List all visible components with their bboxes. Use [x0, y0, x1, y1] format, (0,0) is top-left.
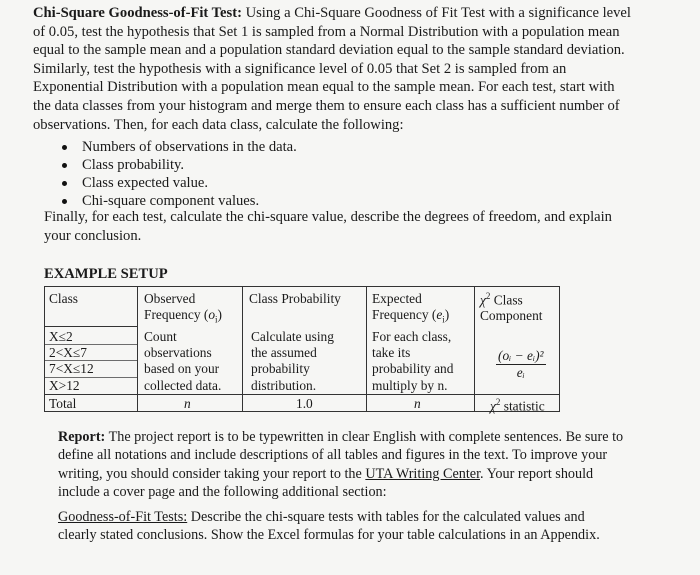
header-expected-symbol: e — [436, 307, 443, 322]
header-expected-subscript: i — [442, 314, 445, 325]
class-row-divider — [44, 377, 137, 378]
header-observed-line2 — [144, 307, 240, 328]
expected-desc-line: multiply by n. — [372, 377, 448, 393]
chi-superscript: 2 — [495, 397, 501, 407]
report-paragraph — [58, 428, 624, 502]
table-total-divider — [44, 394, 560, 395]
header-class-probability: Class Probability — [249, 291, 341, 306]
header-chi-line2: Component — [480, 308, 543, 324]
list-item: Class probability. — [60, 156, 297, 174]
report-text-2: . Your report should include a cover page and the following additional section: — [58, 465, 594, 501]
chi-component-formula — [496, 348, 546, 381]
example-table — [44, 286, 560, 412]
class-cell: 7<X≤12 — [49, 361, 94, 377]
header-expected-close: ) — [444, 307, 450, 322]
header-observed-symbol: o — [208, 307, 216, 322]
report-text-1: The project report is to be typewritten in clear English with complete sentences. Be sure to define all notations and include descriptions of all tables and figures in the text. To improve your writing, you should consider taking your report to the — [58, 429, 624, 482]
class-cell: 2<X≤7 — [49, 345, 87, 361]
class-row-divider — [44, 360, 137, 361]
header-observed-close: ) — [217, 307, 223, 322]
header-observed-text: Frequency ( — [144, 307, 209, 322]
header-expected-line2 — [372, 307, 472, 328]
goodness-of-fit-paragraph — [58, 508, 624, 545]
prob-desc-line: the assumed — [251, 345, 317, 361]
expected-desc-line: probability and — [372, 361, 454, 377]
chi-symbol: χ — [490, 398, 496, 414]
table-header-divider — [44, 326, 137, 327]
chi-symbol: χ — [480, 292, 486, 308]
list-item: Numbers of observations in the data. — [60, 138, 297, 156]
example-setup-heading: EXAMPLE SETUP — [44, 266, 168, 282]
formula-denominator: eᵢ — [516, 365, 525, 380]
header-observed-subscript: i — [215, 314, 218, 325]
chi-superscript: 2 — [485, 291, 491, 301]
probability-description — [251, 329, 334, 394]
total-observed: n — [184, 396, 191, 411]
observed-desc-line: based on your — [144, 361, 220, 377]
prob-desc-line: distribution. — [251, 377, 317, 393]
finally-paragraph: Finally, for each test, calculate the chi-square value, describe the degrees of freedom, and explain your conclusion. — [44, 209, 612, 244]
uta-writing-center-link[interactable]: UTA Writing Center — [365, 465, 481, 482]
gof-text: Describe the chi-square tests with tables for the calculated values and clearly stated conclusions. Show the Excel formulas for your table calculations in an Appendix. — [58, 509, 600, 544]
table-border-top — [44, 286, 560, 287]
header-expected-line1: Expected — [372, 291, 422, 306]
expected-description — [372, 329, 453, 394]
intro-body: Using a Chi-Square Goodness of Fit Test with a significance level of 0.05, test the hypothesis that Set 1 is sampled from a Normal Distribution with a population mean equal to the sample mean and a population standard deviation equal to the sample standard deviation. Similarly, test the hypothesis with a significance level of 0.05 that Set 2 is sampled from an Exponential Distribution with a population mean equal to the sample mean. For each test, start with the data classes from your histogram and merge them to ensure each class has a sufficient number of observations. Then, for each data class, calculate the following: — [33, 5, 631, 133]
header-class: Class — [49, 291, 79, 306]
observed-desc-line: observations — [144, 345, 212, 361]
total-label: Total — [49, 396, 77, 411]
calculation-list — [60, 138, 297, 210]
class-cell: X>12 — [49, 377, 80, 393]
prob-desc-line: probability — [251, 361, 310, 377]
observed-desc-line: Count — [144, 329, 177, 344]
intro-paragraph — [33, 4, 633, 134]
total-probability: 1.0 — [296, 396, 313, 411]
formula-fraction — [496, 348, 546, 381]
header-chi-line1 — [480, 288, 558, 308]
report-label: Report: — [58, 429, 106, 445]
header-chi-component — [480, 288, 558, 324]
prob-desc-line: Calculate using — [251, 329, 334, 344]
chi-statistic-text: statistic — [500, 398, 545, 414]
list-item: Chi-square component values. — [60, 192, 297, 210]
list-item: Class expected value. — [60, 174, 297, 192]
header-observed-line1: Observed — [144, 291, 196, 306]
class-row-divider — [44, 344, 137, 345]
header-expected-text: Frequency ( — [372, 307, 437, 322]
header-expected — [372, 291, 472, 328]
intro-heading: Chi-Square Goodness-of-Fit Test: — [33, 5, 242, 21]
class-list — [49, 329, 94, 394]
header-observed — [144, 291, 240, 328]
expected-desc-line: For each class, — [372, 329, 452, 344]
total-chi-statistic — [490, 394, 545, 414]
observed-desc-line: collected data. — [144, 377, 222, 393]
observed-description — [144, 329, 221, 394]
formula-numerator: (oᵢ − eᵢ)² — [498, 348, 544, 363]
gof-label: Goodness-of-Fit Tests: — [58, 509, 188, 525]
expected-desc-line: take its — [372, 345, 411, 361]
total-expected: n — [414, 396, 421, 411]
header-chi-text: Class — [490, 292, 523, 308]
class-cell: X≤2 — [49, 329, 73, 344]
